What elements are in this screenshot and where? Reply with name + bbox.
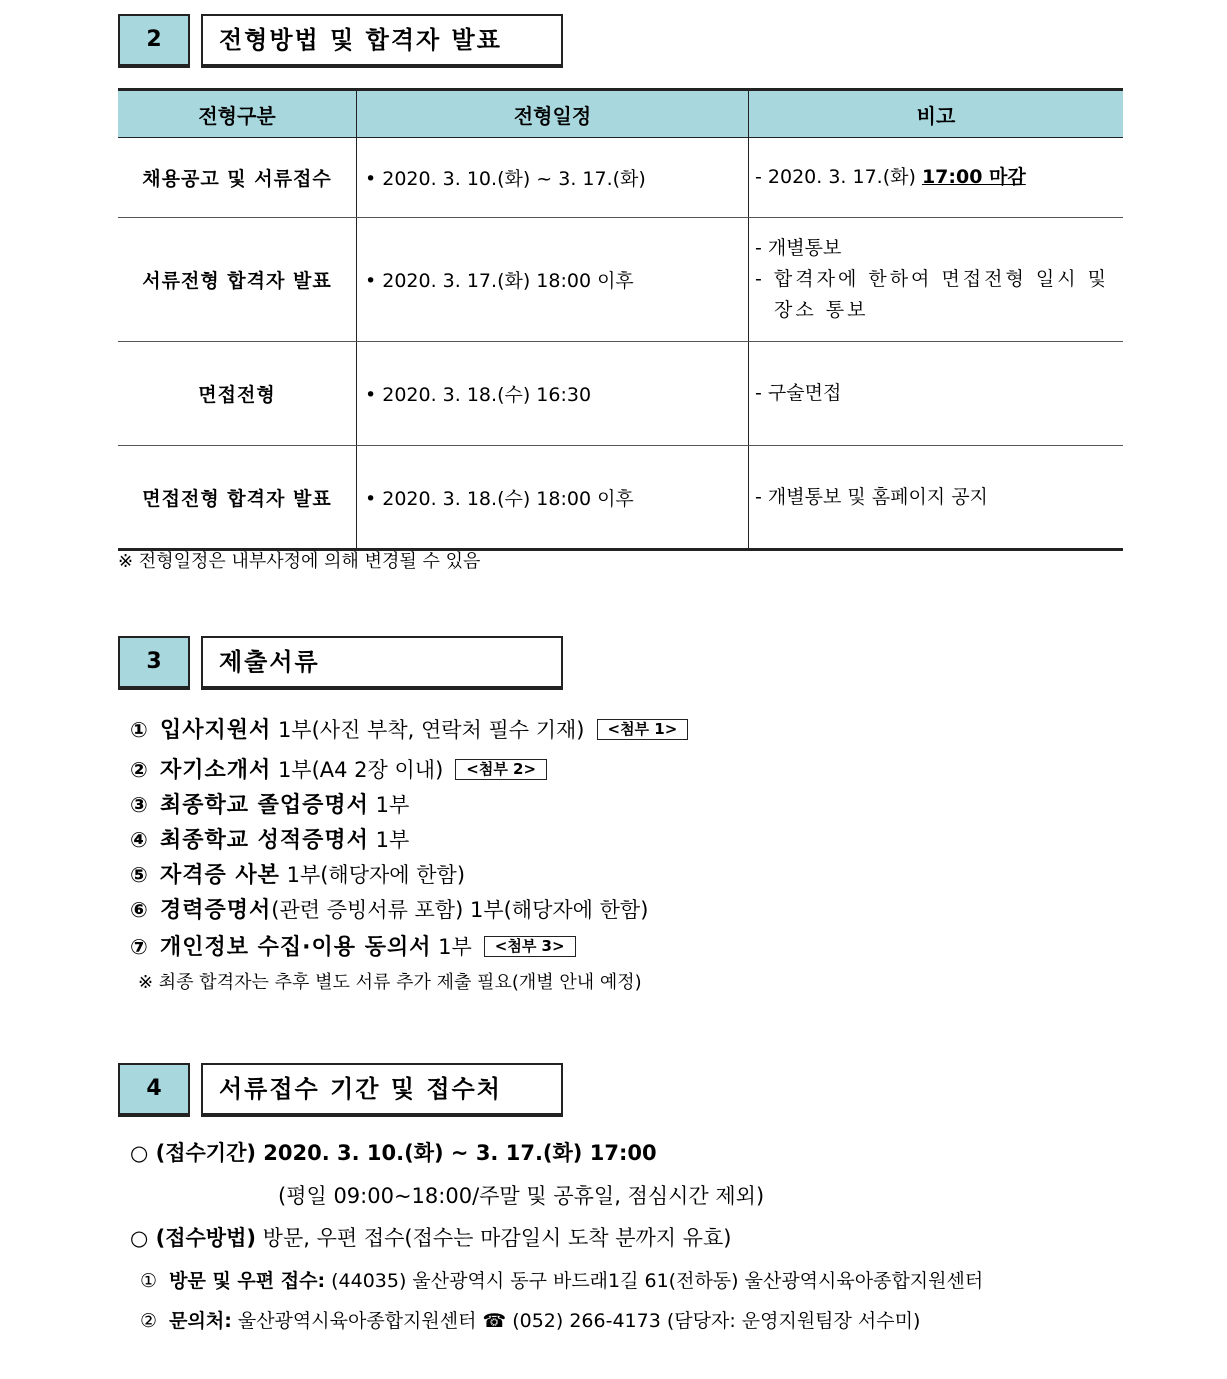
document-detail: 1부: [368, 828, 410, 852]
receipt-address-text: (44035) 울산광역시 동구 바드래1길 61(전하동) 울산광역시육아종합지원센터: [325, 1270, 984, 1292]
item-number: ⑦: [130, 935, 148, 959]
schedule-footnote: ※ 전형일정은 내부사정에 의해 변경될 수 있음: [118, 551, 481, 572]
item-number: ①: [130, 718, 148, 742]
note-line: 장소 통보: [774, 299, 869, 321]
table-row: [118, 342, 1123, 446]
note-cell: [749, 138, 1124, 218]
document-item: [130, 823, 409, 854]
stage-cell: 채용공고 및 서류접수: [118, 138, 357, 218]
section-title: 서류접수 기간 및 접수처: [201, 1063, 563, 1115]
section-3-header: [118, 636, 563, 688]
document-name: 개인정보 수집·이용 동의서: [160, 935, 432, 960]
document-name: 최종학교 성적증명서: [160, 828, 369, 853]
item-number: ④: [130, 828, 148, 852]
document-name: 자기소개서: [160, 758, 272, 783]
note-cell: - 구술면접: [749, 342, 1124, 446]
receipt-method: [130, 1222, 732, 1252]
document-name: 경력증명서: [160, 898, 272, 923]
table-header-row: [118, 90, 1123, 138]
receipt-address: [140, 1266, 983, 1293]
attachment-tag: <첨부 3>: [484, 936, 576, 957]
stage-cell: 서류전형 합격자 발표: [118, 218, 357, 342]
contact-label: 문의처:: [169, 1310, 232, 1332]
item-number: ③: [130, 793, 148, 817]
note-cell: [749, 218, 1124, 342]
section-number: 4: [118, 1063, 190, 1115]
document-item: [130, 930, 576, 961]
document-item: [130, 788, 409, 819]
column-header: 비고: [749, 90, 1124, 138]
item-number: ②: [130, 758, 148, 782]
section-title: 제출서류: [201, 636, 563, 688]
document-detail: 1부(해당자에 한함): [279, 863, 466, 887]
contact-info: [140, 1306, 920, 1333]
document-name: 자격증 사본: [160, 863, 280, 888]
table-row: [118, 446, 1123, 550]
receipt-period: [130, 1137, 657, 1167]
note-text: - 2020. 3. 17.(화): [755, 166, 922, 188]
stage-cell: 면접전형 합격자 발표: [118, 446, 357, 550]
date-cell: • 2020. 3. 18.(수) 18:00 이후: [357, 446, 749, 550]
column-header: 전형일정: [357, 90, 749, 138]
section-number: 2: [118, 14, 190, 66]
date-cell: • 2020. 3. 17.(화) 18:00 이후: [357, 218, 749, 342]
contact-text: 울산광역시육아종합지원센터 ☎ (052) 266-4173 (담당자: 운영지원팀장 서수미): [231, 1310, 921, 1332]
stage-cell: 면접전형: [118, 342, 357, 446]
item-number: ②: [140, 1310, 158, 1332]
section-number: 3: [118, 636, 190, 688]
note-cell: - 개별통보 및 홈페이지 공지: [749, 446, 1124, 550]
section-title: 전형방법 및 합격자 발표: [201, 14, 563, 66]
document-detail: 1부(A4 2장 이내): [271, 758, 444, 782]
section-4-header: [118, 1063, 563, 1115]
document-item: [130, 713, 688, 744]
date-cell: • 2020. 3. 10.(화) ~ 3. 17.(화): [357, 138, 749, 218]
attachment-tag: <첨부 2>: [455, 759, 547, 780]
date-cell: • 2020. 3. 18.(수) 16:30: [357, 342, 749, 446]
table-row: [118, 218, 1123, 342]
schedule-table: [118, 88, 1123, 551]
document-item: [130, 858, 465, 889]
table-row: [118, 138, 1123, 218]
deadline-text: 17:00 마감: [921, 166, 1026, 188]
section-2-header: [118, 14, 563, 66]
document-name: 입사지원서: [160, 718, 272, 743]
note-line: - 합격자에 한하여 면접전형 일시 및: [755, 268, 1110, 290]
document-detail: (관련 증빙서류 포함) 1부(해당자에 한함): [271, 898, 649, 922]
attachment-tag: <첨부 1>: [597, 719, 689, 740]
column-header: 전형구분: [118, 90, 357, 138]
note-line: - 개별통보: [755, 237, 842, 259]
receipt-method-text: 방문, 우편 접수(접수는 마감일시 도착 분까지 유효): [255, 1226, 732, 1250]
item-number: ①: [140, 1270, 158, 1292]
document-item: [130, 893, 648, 924]
document-detail: 1부: [431, 935, 472, 959]
receipt-method-label: ○ (접수방법): [130, 1226, 256, 1250]
documents-footnote: ※ 최종 합격자는 추후 별도 서류 추가 제출 필요(개별 안내 예정): [138, 972, 642, 993]
item-number: ⑤: [130, 863, 148, 887]
receipt-period-text: ○ (접수기간) 2020. 3. 10.(화) ~ 3. 17.(화) 17:00: [130, 1141, 657, 1165]
document-item: [130, 753, 547, 784]
document-detail: 1부: [368, 793, 410, 817]
receipt-address-label: 방문 및 우편 접수:: [169, 1270, 326, 1292]
document-name: 최종학교 졸업증명서: [160, 793, 369, 818]
item-number: ⑥: [130, 898, 148, 922]
document-detail: 1부(사진 부착, 연락처 필수 기재): [271, 718, 585, 742]
receipt-period-note: (평일 09:00~18:00/주말 및 공휴일, 점심시간 제외): [278, 1184, 765, 1208]
